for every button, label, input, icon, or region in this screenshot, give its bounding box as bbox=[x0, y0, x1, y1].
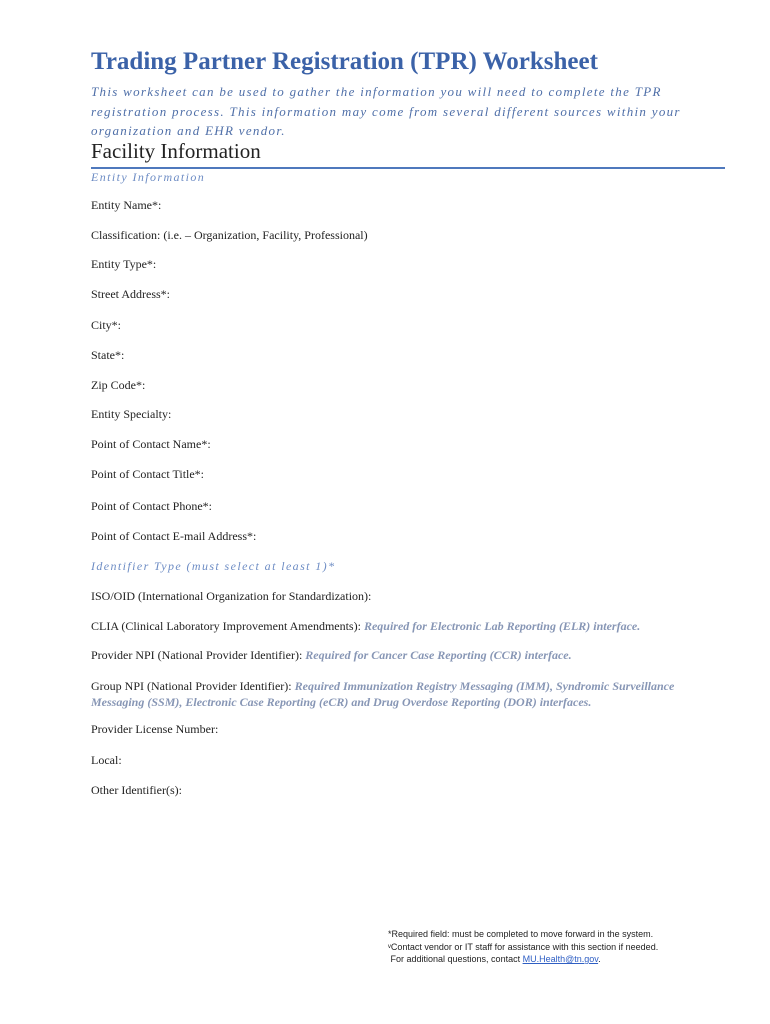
field-provider-npi-note: Required for Cancer Case Reporting (CCR) interface. bbox=[305, 648, 572, 662]
field-iso-oid: ISO/OID (International Organization for Standardization): bbox=[91, 589, 372, 603]
field-local: Local: bbox=[91, 753, 122, 767]
intro-text: This worksheet can be used to gather the information you will need to complete the TPR registration process. This information may come from several different sources within your organization and EHR vendor. bbox=[91, 84, 681, 138]
identifier-subheading: Identifier Type (must select at least 1)* bbox=[91, 559, 336, 573]
footer-required-note: *Required field: must be completed to move forward in the system. bbox=[388, 929, 654, 939]
field-clia-note: Required for Electronic Lab Reporting (ELR) interface. bbox=[363, 619, 641, 633]
footer-vendor-note: ᵛContact vendor or IT staff for assistance with this section if needed. bbox=[388, 941, 659, 952]
page-title: Trading Partner Registration (TPR) Worksheet bbox=[91, 48, 598, 75]
field-city: City*: bbox=[91, 318, 122, 332]
field-street-address: Street Address*: bbox=[91, 287, 170, 301]
field-contact-name: Point of Contact Name*: bbox=[91, 437, 211, 451]
field-other-identifiers: Other Identifier(s): bbox=[91, 783, 182, 797]
field-entity-name: Entity Name*: bbox=[91, 198, 162, 212]
footer-contact-suffix: . bbox=[598, 954, 601, 964]
field-zip-code: Zip Code*: bbox=[91, 378, 146, 392]
field-group-npi-label: Group NPI (National Provider Identifier): bbox=[91, 679, 292, 693]
field-group-npi-note: Required Immunization Registry Messaging (IMM), Syndromic Surveillance Messaging (SSM), Electronic Case Reporting (eCR) and Drug Overdose Reporting (DOR) interfaces. bbox=[91, 679, 675, 709]
field-contact-phone: Point of Contact Phone*: bbox=[91, 499, 212, 513]
section-heading: Facility Information bbox=[91, 139, 261, 163]
field-provider-npi bbox=[91, 648, 572, 663]
field-entity-type: Entity Type*: bbox=[91, 257, 157, 271]
field-provider-npi-label: Provider NPI (National Provider Identifier): bbox=[91, 648, 303, 662]
field-state: State*: bbox=[91, 348, 125, 362]
entity-subheading: Entity Information bbox=[91, 170, 206, 184]
footer-contact-prefix: For additional questions, contact bbox=[388, 954, 523, 964]
field-classification: Classification: (i.e. – Organization, Facility, Professional) bbox=[91, 228, 368, 242]
field-contact-email: Point of Contact E-mail Address*: bbox=[91, 529, 257, 543]
field-contact-title: Point of Contact Title*: bbox=[91, 467, 205, 481]
field-clia-label: CLIA (Clinical Laboratory Improvement Amendments): bbox=[91, 619, 361, 633]
footer-contact-line bbox=[388, 953, 658, 966]
field-clia bbox=[91, 619, 640, 634]
field-group-npi bbox=[91, 678, 721, 710]
field-entity-specialty: Entity Specialty: bbox=[91, 407, 172, 421]
footer-notes bbox=[388, 928, 658, 966]
field-license-number: Provider License Number: bbox=[91, 722, 219, 736]
contact-email-link[interactable]: MU.Health@tn.gov bbox=[522, 954, 599, 964]
section-divider bbox=[91, 167, 725, 169]
